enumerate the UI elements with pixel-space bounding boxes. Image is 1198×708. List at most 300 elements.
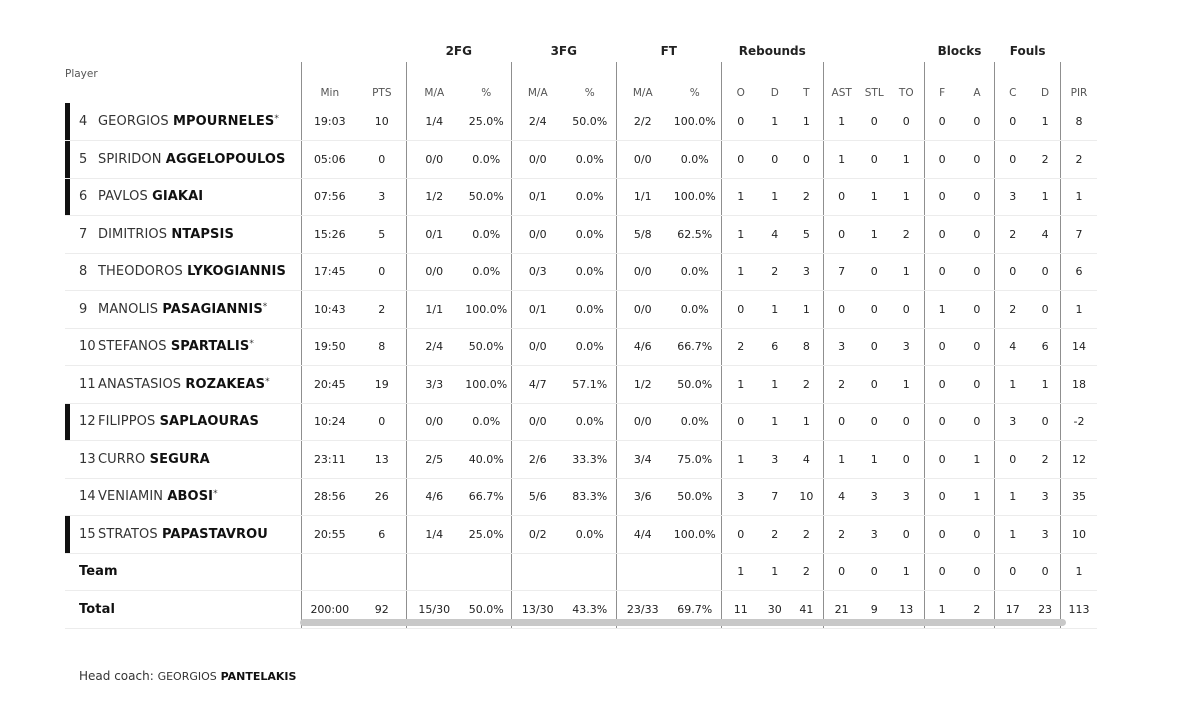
- stat-cell: 0/1: [511, 178, 564, 216]
- player-row[interactable]: [65, 103, 1097, 141]
- player-row[interactable]: [65, 291, 1097, 329]
- stat-cell: 4: [760, 216, 790, 254]
- stat-cell: 6: [1060, 253, 1097, 291]
- head-coach: [79, 669, 296, 683]
- stat-cell: 1: [1030, 103, 1060, 141]
- player-name-cell[interactable]: [65, 253, 301, 291]
- stat-cell: 50.0%: [462, 328, 511, 366]
- starter-mark: *: [249, 339, 254, 350]
- stat-cell: 0: [860, 553, 889, 591]
- stat-cell: 23:11: [301, 441, 358, 479]
- stat-cell: 0: [860, 366, 889, 404]
- stat-cell: 13/30: [511, 591, 564, 629]
- stat-cell: 1: [760, 291, 790, 329]
- stat-cell: 5/6: [511, 478, 564, 516]
- stat-cell: 17:45: [301, 253, 358, 291]
- stat-cell: 0.0%: [564, 141, 617, 179]
- stat-cell: 20:45: [301, 366, 358, 404]
- stat-cell: 19:03: [301, 103, 358, 141]
- stat-cell: 0: [960, 103, 995, 141]
- player-row[interactable]: [65, 366, 1097, 404]
- stat-cell: [462, 553, 511, 591]
- player-header: [65, 28, 301, 103]
- stat-cell: 0: [823, 216, 859, 254]
- player-row[interactable]: [65, 441, 1097, 479]
- stat-cell: 0: [924, 403, 959, 441]
- stat-cell: 4/6: [406, 478, 462, 516]
- stat-cell: 2: [995, 291, 1030, 329]
- jersey-number: 13: [79, 451, 96, 467]
- stat-cell: 0: [960, 328, 995, 366]
- stat-cell: 11: [721, 591, 759, 629]
- stat-cell: 0.0%: [669, 253, 722, 291]
- stat-cell: 0: [995, 553, 1030, 591]
- stat-cell: [358, 553, 406, 591]
- stat-cell: 0: [823, 553, 859, 591]
- player-last-name: MPOURNELES: [172, 114, 275, 129]
- head-coach-label: Head coach:: [79, 669, 154, 683]
- player-last-name: ABOSI: [167, 489, 214, 505]
- player-row[interactable]: [65, 216, 1097, 254]
- stat-cell: 26: [358, 478, 406, 516]
- stat-cell: 1: [889, 253, 924, 291]
- column-header: %: [481, 87, 492, 99]
- stat-cell: 7: [760, 478, 790, 516]
- stat-cell: 0: [790, 141, 823, 179]
- player-first-name: VENIAMIN: [98, 489, 164, 505]
- player-last-name: SAPLAOURAS: [159, 414, 259, 430]
- stat-cell: 0.0%: [564, 328, 617, 366]
- player-first-name: GEORGIOS: [98, 114, 169, 129]
- jersey-number: 7: [79, 226, 88, 242]
- stat-cell: 83.3%: [564, 478, 617, 516]
- stat-cell: 1: [860, 441, 889, 479]
- player-last-name: NTAPSIS: [171, 226, 234, 242]
- stat-cell: 25.0%: [462, 516, 511, 554]
- stat-cell: 0.0%: [462, 403, 511, 441]
- player-first-name: DIMITRIOS: [98, 226, 168, 242]
- stat-cell: 0: [358, 403, 406, 441]
- stat-cell: 2/5: [406, 441, 462, 479]
- stat-cell: 1: [760, 403, 790, 441]
- stat-cell: 7: [823, 253, 859, 291]
- stat-cell: 28:56: [301, 478, 358, 516]
- column-header: Min: [301, 62, 358, 103]
- player-header-label: Player: [65, 68, 98, 80]
- stat-cell: 14: [1060, 328, 1097, 366]
- stat-cell: 1: [995, 478, 1030, 516]
- player-name-cell[interactable]: [65, 216, 301, 254]
- stat-cell: 0: [860, 291, 889, 329]
- stat-cell: 0.0%: [669, 403, 722, 441]
- stat-cell: 0: [889, 291, 924, 329]
- column-header: %: [689, 87, 700, 99]
- stat-cell: 0/1: [406, 216, 462, 254]
- column-header: PIR: [1060, 62, 1097, 103]
- stat-cell: 0: [860, 253, 889, 291]
- stat-cell: 2/2: [616, 103, 669, 141]
- column-header: F: [924, 62, 959, 103]
- stat-cell: 2: [721, 328, 759, 366]
- stat-cell: 66.7%: [669, 328, 722, 366]
- stat-cell: 0: [823, 291, 859, 329]
- group-3fg: 3FG: [550, 44, 577, 58]
- stat-cell: 0.0%: [564, 403, 617, 441]
- stat-cell: 0: [860, 141, 889, 179]
- stat-cell: 9: [860, 591, 889, 629]
- stat-cell: 75.0%: [669, 441, 722, 479]
- stat-cell: 100.0%: [669, 103, 722, 141]
- stat-cell: 0: [889, 403, 924, 441]
- player-name-cell[interactable]: [65, 291, 301, 329]
- stat-cell: 3: [860, 516, 889, 554]
- stat-cell: 0/0: [511, 328, 564, 366]
- stat-cell: 1: [823, 441, 859, 479]
- stat-cell: 2: [1030, 141, 1060, 179]
- column-header: T: [803, 87, 810, 99]
- stat-cell: 1: [995, 366, 1030, 404]
- stats-table: [65, 28, 1097, 629]
- stat-cell: 0: [924, 328, 959, 366]
- player-row[interactable]: [65, 403, 1097, 441]
- column-header: O: [721, 62, 759, 103]
- stat-cell: 0: [889, 516, 924, 554]
- stat-cell: [406, 553, 462, 591]
- player-name-cell[interactable]: [65, 403, 301, 441]
- player-marker: [65, 103, 70, 140]
- player-row[interactable]: [65, 178, 1097, 216]
- stat-cell: 0: [960, 178, 995, 216]
- stat-cell: [301, 553, 358, 591]
- stat-cell: 1/1: [616, 178, 669, 216]
- stat-cell: 12: [1060, 441, 1097, 479]
- stat-cell: 0: [960, 553, 995, 591]
- player-first-name: SPIRIDON: [98, 151, 162, 167]
- group-fouls: Fouls: [1009, 44, 1046, 58]
- group-ft: FT: [660, 44, 677, 58]
- stat-cell: 0: [924, 478, 959, 516]
- stat-cell: 0.0%: [564, 291, 617, 329]
- stat-cell: 50.0%: [462, 178, 511, 216]
- stat-cell: 1: [924, 591, 959, 629]
- player-last-name: AGGELOPOULOS: [165, 151, 286, 167]
- stat-cell: 41: [790, 591, 823, 629]
- player-row[interactable]: [65, 253, 1097, 291]
- stat-cell: 50.0%: [669, 478, 722, 516]
- stat-cell: 1: [721, 366, 759, 404]
- starter-mark: *: [262, 301, 268, 312]
- player-name-cell[interactable]: [65, 178, 301, 216]
- stat-cell: 0: [995, 103, 1030, 141]
- stat-cell: 0.0%: [669, 291, 722, 329]
- stat-cell: 0: [924, 178, 959, 216]
- stat-cell: 0/1: [511, 291, 564, 329]
- stat-cell: 0.0%: [564, 516, 617, 554]
- stat-cell: 1: [760, 553, 790, 591]
- column-header: D: [1041, 87, 1050, 99]
- stat-cell: 100.0%: [669, 178, 722, 216]
- stat-cell: 0: [1030, 291, 1060, 329]
- stat-cell: 1: [790, 103, 823, 141]
- column-header: AST: [823, 62, 859, 103]
- stat-cell: 0/0: [616, 253, 669, 291]
- player-name-cell[interactable]: [65, 103, 301, 141]
- team-row-label: Team: [65, 553, 301, 591]
- stat-cell: 1: [721, 553, 759, 591]
- player-name-cell[interactable]: [65, 141, 301, 179]
- stat-cell: 21: [823, 591, 859, 629]
- stat-cell: 0.0%: [462, 216, 511, 254]
- stat-cell: 3: [358, 178, 406, 216]
- jersey-number: 14: [79, 489, 96, 505]
- stat-cell: 0: [924, 366, 959, 404]
- stat-cell: 0/3: [511, 253, 564, 291]
- stat-cell: [669, 553, 722, 591]
- stat-cell: 4/4: [616, 516, 669, 554]
- jersey-number: 6: [79, 189, 88, 205]
- column-header: M/A: [406, 62, 462, 103]
- jersey-number: 11: [79, 376, 96, 392]
- stat-cell: 1: [960, 478, 995, 516]
- total-row-label: Total: [65, 591, 301, 629]
- player-row[interactable]: [65, 516, 1097, 554]
- player-row[interactable]: [65, 328, 1097, 366]
- stat-cell: 0.0%: [564, 178, 617, 216]
- stat-cell: [616, 553, 669, 591]
- stat-cell: 0: [924, 216, 959, 254]
- stat-cell: 0: [721, 516, 759, 554]
- stat-cell: 0.0%: [462, 253, 511, 291]
- stat-cell: 3: [995, 403, 1030, 441]
- stat-cell: 2/6: [511, 441, 564, 479]
- head-coach-first-name: GEORGIOS: [157, 670, 217, 683]
- stat-cell: 1/4: [406, 516, 462, 554]
- stat-cell: 4/7: [511, 366, 564, 404]
- jersey-number: 15: [79, 526, 96, 542]
- stat-cell: 2: [760, 253, 790, 291]
- stat-cell: 0: [721, 403, 759, 441]
- stat-cell: 0: [721, 291, 759, 329]
- stat-cell: 18: [1060, 366, 1097, 404]
- stat-cell: 1/2: [616, 366, 669, 404]
- stat-cell: 1: [760, 103, 790, 141]
- stat-cell: 17: [995, 591, 1030, 629]
- stat-cell: 1: [889, 366, 924, 404]
- stat-cell: 0/0: [406, 253, 462, 291]
- box-score: [65, 28, 1097, 629]
- stat-cell: -2: [1060, 403, 1097, 441]
- player-first-name: THEODOROS: [98, 264, 183, 280]
- stat-cell: 4/6: [616, 328, 669, 366]
- stat-cell: 19: [358, 366, 406, 404]
- stat-cell: 0: [924, 141, 959, 179]
- column-header: A: [973, 87, 981, 99]
- player-marker: [65, 179, 70, 216]
- stat-cell: 0/0: [406, 403, 462, 441]
- stat-cell: 0: [823, 178, 859, 216]
- stat-cell: 0: [860, 328, 889, 366]
- stat-cell: 3: [823, 328, 859, 366]
- stat-cell: 4: [790, 441, 823, 479]
- stat-cell: 1/4: [406, 103, 462, 141]
- stat-cell: 0/2: [511, 516, 564, 554]
- stat-cell: 2: [889, 216, 924, 254]
- stat-cell: 1: [1060, 291, 1097, 329]
- stat-cell: 0: [924, 441, 959, 479]
- stat-cell: 0/0: [616, 403, 669, 441]
- stat-cell: 0: [995, 253, 1030, 291]
- player-last-name: ROZAKEAS: [185, 376, 266, 392]
- stat-cell: 0: [960, 516, 995, 554]
- group-header-row: [65, 28, 1097, 62]
- stat-cell: 1: [760, 366, 790, 404]
- stat-cell: 3: [889, 328, 924, 366]
- stat-cell: 0/0: [511, 216, 564, 254]
- stat-cell: 1: [721, 253, 759, 291]
- stat-cell: 2: [823, 366, 859, 404]
- stat-cell: 1: [1030, 366, 1060, 404]
- stat-cell: 2: [1030, 441, 1060, 479]
- stat-cell: 1: [790, 403, 823, 441]
- starter-mark: *: [213, 489, 218, 500]
- player-last-name: SPARTALIS: [170, 339, 250, 355]
- stat-cell: 3/3: [406, 366, 462, 404]
- stat-cell: 3: [889, 478, 924, 516]
- player-name-cell[interactable]: [65, 441, 301, 479]
- stat-cell: 2: [790, 553, 823, 591]
- stat-cell: 5/8: [616, 216, 669, 254]
- column-header: M/A: [616, 62, 669, 103]
- stat-cell: 1: [889, 141, 924, 179]
- stat-cell: 0: [960, 291, 995, 329]
- starter-mark: *: [265, 376, 270, 387]
- stat-cell: 5: [790, 216, 823, 254]
- stat-cell: 2/4: [511, 103, 564, 141]
- player-name-cell[interactable]: [65, 478, 301, 516]
- stat-cell: 0.0%: [669, 141, 722, 179]
- stat-cell: 0: [1030, 553, 1060, 591]
- stat-cell: 3/4: [616, 441, 669, 479]
- stat-cell: 1: [823, 141, 859, 179]
- player-name-cell[interactable]: [65, 516, 301, 554]
- stat-cell: 100.0%: [669, 516, 722, 554]
- stat-cell: 0.0%: [564, 253, 617, 291]
- stat-cell: 0.0%: [462, 141, 511, 179]
- stat-cell: 0: [960, 253, 995, 291]
- stat-cell: 1: [860, 216, 889, 254]
- horizontal-scrollbar[interactable]: [300, 619, 1066, 626]
- stat-cell: 6: [760, 328, 790, 366]
- stat-cell: 13: [889, 591, 924, 629]
- column-header: PTS: [372, 87, 392, 99]
- player-row[interactable]: [65, 478, 1097, 516]
- stat-cell: 3/6: [616, 478, 669, 516]
- stat-cell: [564, 553, 617, 591]
- player-last-name: LYKOGIANNIS: [187, 264, 286, 280]
- stat-cell: 1: [889, 553, 924, 591]
- stat-cell: 1: [960, 441, 995, 479]
- stat-cell: 1: [790, 291, 823, 329]
- group-blocks: Blocks: [937, 44, 982, 58]
- stat-cell: 62.5%: [669, 216, 722, 254]
- stat-cell: 0: [358, 253, 406, 291]
- stat-cell: 3: [721, 478, 759, 516]
- stat-cell: 0: [760, 141, 790, 179]
- stat-cell: 92: [358, 591, 406, 629]
- stat-cell: 1: [823, 103, 859, 141]
- player-first-name: CURRO: [98, 451, 146, 467]
- stat-cell: 13: [358, 441, 406, 479]
- stat-cell: 0: [358, 141, 406, 179]
- jersey-number: 9: [79, 301, 88, 317]
- stat-cell: 2: [790, 366, 823, 404]
- stat-cell: 0: [924, 253, 959, 291]
- stat-cell: 10: [790, 478, 823, 516]
- stat-cell: 0/0: [406, 141, 462, 179]
- stat-cell: 0: [721, 103, 759, 141]
- stat-cell: 1: [1060, 553, 1097, 591]
- column-header: STL: [864, 87, 884, 99]
- stat-cell: 6: [1030, 328, 1060, 366]
- stat-cell: 23/33: [616, 591, 669, 629]
- stat-cell: 2/4: [406, 328, 462, 366]
- stat-cell: 1/2: [406, 178, 462, 216]
- group-2fg: 2FG: [445, 44, 472, 58]
- stat-cell: 0: [1030, 253, 1060, 291]
- stat-cell: 2: [995, 216, 1030, 254]
- stat-cell: 1: [995, 516, 1030, 554]
- stat-cell: 30: [760, 591, 790, 629]
- stat-cell: 5: [358, 216, 406, 254]
- stat-cell: 10: [1060, 516, 1097, 554]
- stat-cell: 66.7%: [462, 478, 511, 516]
- stat-cell: 1/1: [406, 291, 462, 329]
- player-row[interactable]: [65, 141, 1097, 179]
- stat-cell: 100.0%: [462, 291, 511, 329]
- stat-cell: 1: [1060, 178, 1097, 216]
- stat-cell: 3: [1030, 516, 1060, 554]
- stat-cell: 2: [1060, 141, 1097, 179]
- stat-cell: 0: [1030, 403, 1060, 441]
- stat-cell: 0.0%: [564, 216, 617, 254]
- stat-cell: 0/0: [616, 291, 669, 329]
- stat-cell: 19:50: [301, 328, 358, 366]
- stat-cell: 57.1%: [564, 366, 617, 404]
- player-last-name: SEGURA: [149, 451, 210, 467]
- stat-cell: 1: [889, 178, 924, 216]
- stat-cell: 0: [860, 103, 889, 141]
- player-marker: [65, 141, 70, 178]
- stat-cell: 15/30: [406, 591, 462, 629]
- stat-cell: 0: [960, 141, 995, 179]
- stat-cell: 50.0%: [669, 366, 722, 404]
- stat-cell: 200:00: [301, 591, 358, 629]
- stat-cell: 8: [1060, 103, 1097, 141]
- player-first-name: STRATOS: [98, 526, 158, 542]
- stat-cell: 10:24: [301, 403, 358, 441]
- stat-cell: 6: [358, 516, 406, 554]
- player-name-cell[interactable]: [65, 366, 301, 404]
- player-name-cell[interactable]: [65, 328, 301, 366]
- column-header: C: [995, 62, 1030, 103]
- stat-cell: 3: [1030, 478, 1060, 516]
- stat-cell: [511, 553, 564, 591]
- stat-cell: 0/0: [511, 403, 564, 441]
- stat-cell: 0: [995, 441, 1030, 479]
- stat-cell: 69.7%: [669, 591, 722, 629]
- column-header: D: [770, 87, 779, 99]
- stat-cell: 05:06: [301, 141, 358, 179]
